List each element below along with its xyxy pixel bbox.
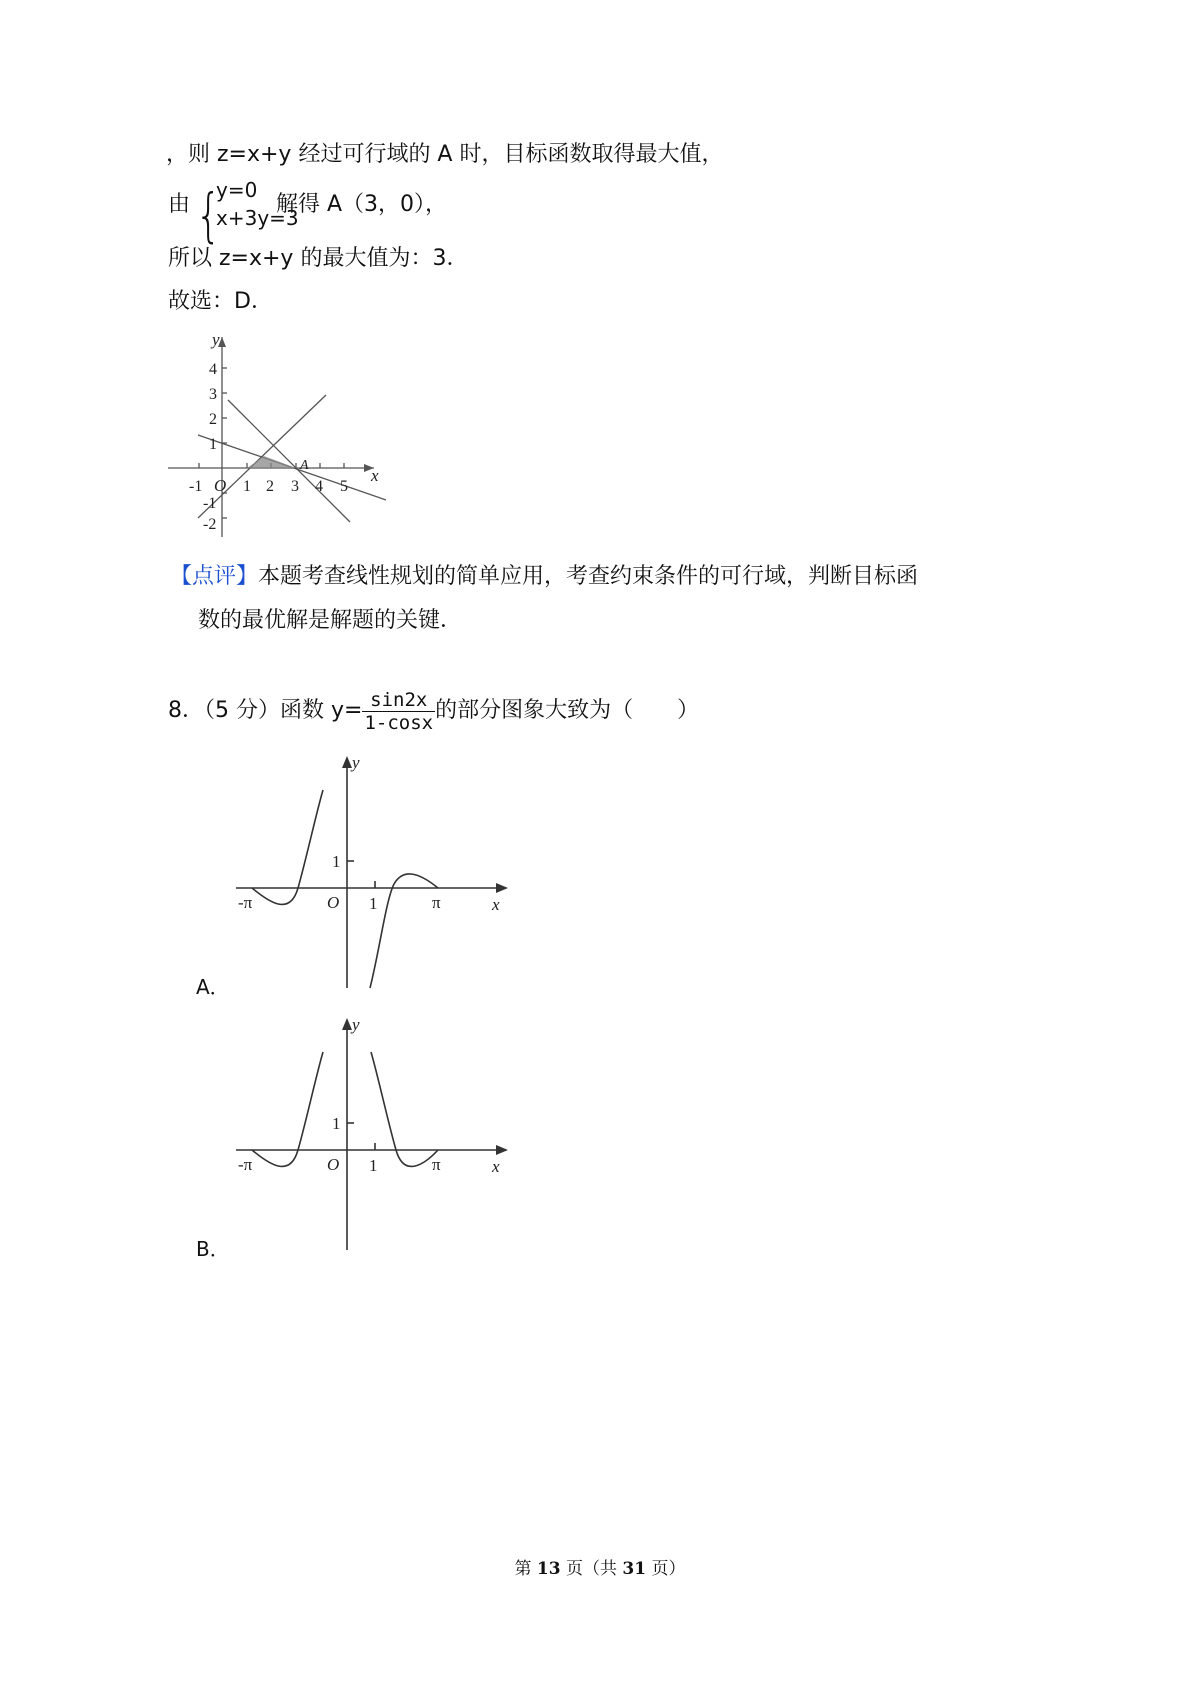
curve-right-branch	[370, 874, 438, 988]
graph-b-pi: π	[432, 1155, 441, 1174]
comment-tag: 【点评】	[170, 564, 259, 589]
brace-symbol: {	[195, 181, 222, 249]
comment-text-1: 本题考查线性规划的简单应用，考查约束条件的可行域，判断目标函	[258, 564, 919, 589]
question-8	[168, 686, 699, 736]
solution-line-1: ，则 z=x+y 经过可行域的 A 时，目标函数取得最大值，	[166, 142, 724, 167]
graph-a-x-one: 1	[369, 894, 378, 913]
system-prefix: 由	[168, 192, 191, 217]
fig1-x-tick: 4	[315, 478, 323, 495]
fig1-y-tick: 2	[209, 411, 217, 428]
graph-b-y-one: 1	[332, 1114, 341, 1133]
fig1-y-tick: -1	[203, 495, 217, 512]
page-footer	[0, 1554, 1200, 1579]
fig1-y-tick: 1	[209, 436, 217, 453]
graph-b-y-label: y	[352, 1015, 360, 1034]
question-8-prefix: 8．（5 分）函数 y=	[168, 698, 363, 723]
graph-b-x-label: x	[492, 1157, 500, 1176]
fraction-denominator: 1-cosx	[364, 711, 434, 734]
fig1-y-tick: -2	[203, 516, 217, 533]
footer-total-pages: 31	[622, 1559, 647, 1579]
footer-mid: 页（共	[560, 1559, 623, 1579]
system-eq-2: x+3y=3	[216, 206, 299, 230]
question-8-fraction	[362, 689, 435, 734]
option-a-label: A．	[196, 975, 230, 999]
graph-a-y-label: y	[352, 753, 360, 772]
system-suffix: 解得 A（3，0），	[276, 192, 448, 217]
option-b-graph	[230, 1010, 520, 1258]
option-a-graph	[230, 748, 520, 996]
fig1-point-a-label: A	[300, 458, 309, 473]
y-axis-arrow-icon	[342, 1018, 352, 1030]
graph-a-x-label: x	[492, 895, 500, 914]
fraction-numerator: sin2x	[362, 689, 435, 712]
solution-line-3: 所以 z=x+y 的最大值为：3．	[168, 246, 469, 271]
fig1-y-tick: 4	[209, 361, 217, 378]
graph-b-x-one: 1	[369, 1156, 378, 1175]
graph-b-origin-label: O	[327, 1155, 340, 1174]
fig1-x-tick: -1	[189, 478, 203, 495]
fig1-y-tick: 3	[209, 386, 217, 403]
comment-text-2: 数的最优解是解题的关键．	[198, 608, 463, 633]
footer-post: 页）	[646, 1559, 686, 1579]
fig1-x-tick: 3	[291, 478, 299, 495]
fig1-y-label: y	[212, 330, 220, 349]
fig1-x-label: x	[371, 466, 379, 485]
fig1-x-tick: 2	[266, 478, 274, 495]
fig1-x-tick: 5	[340, 478, 348, 495]
graph-b-neg-pi: -π	[238, 1155, 253, 1174]
x-axis-arrow-icon	[496, 883, 508, 893]
feasible-region-shade	[247, 456, 296, 468]
fig1-x-tick: 1	[243, 478, 251, 495]
graph-a-origin-label: O	[327, 893, 340, 912]
question-8-suffix: 的部分图象大致为（ ）	[435, 698, 700, 723]
y-axis-arrow-icon	[342, 756, 352, 768]
fig1-origin-label: O	[214, 476, 227, 495]
line-x-plus-y-3	[228, 400, 350, 522]
graph-a-neg-pi: -π	[238, 893, 253, 912]
graph-a-pi: π	[432, 893, 441, 912]
feasible-region-figure	[160, 325, 400, 550]
system-eq-1: y=0	[216, 178, 258, 202]
footer-page-number: 13	[536, 1559, 561, 1579]
option-b-label: B．	[196, 1237, 230, 1261]
graph-a-y-one: 1	[332, 852, 341, 871]
x-axis-arrow-icon	[496, 1145, 508, 1155]
footer-pre: 第	[514, 1559, 537, 1579]
comment-line-1	[170, 562, 918, 592]
solution-line-4: 故选：D．	[168, 289, 273, 314]
